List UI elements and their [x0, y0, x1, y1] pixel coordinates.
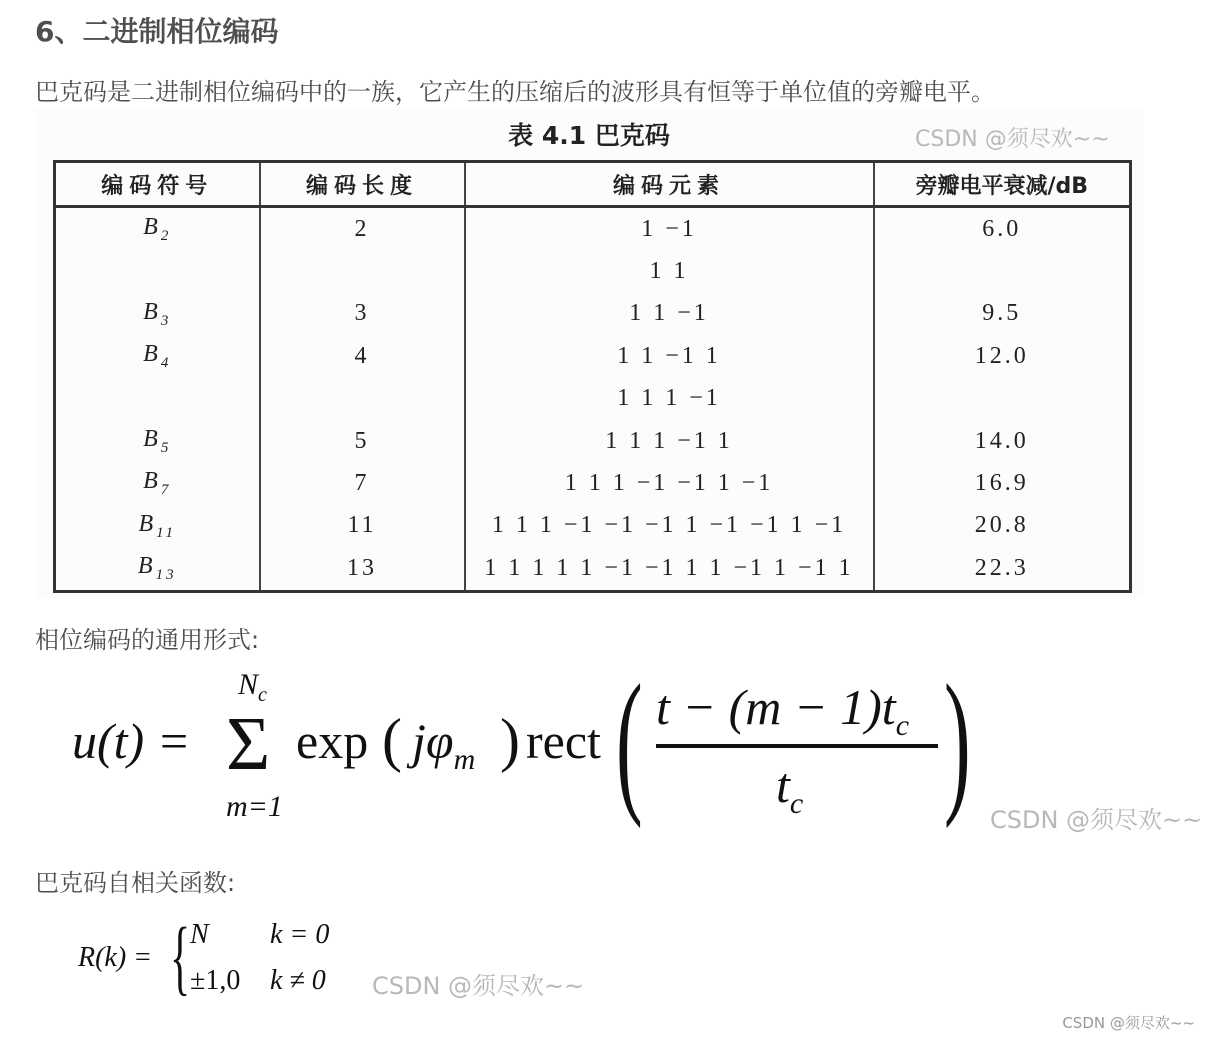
table-row: [55, 250, 1131, 292]
sidelobe-db: 20.8: [874, 505, 1131, 547]
code-elements: 1 1 1 −1 −1 −1 1 −1 −1 1 −1: [465, 505, 874, 547]
code-symbol: [55, 378, 260, 420]
code-symbol: $B_{11}$: [55, 505, 260, 547]
sum-lower: m=1: [226, 790, 283, 823]
code-elements: 1 1: [465, 250, 874, 292]
table-watermark: CSDN @须尽欢~~: [915, 127, 1110, 152]
code-length: 3: [260, 293, 465, 335]
exp-fn: exp: [296, 713, 369, 769]
table-row: [55, 207, 1131, 251]
code-length: 5: [260, 420, 465, 462]
fraction-denominator: $t_c$: [776, 757, 804, 820]
code-length: [260, 250, 465, 292]
code-symbol: $B_3$: [55, 293, 260, 335]
intro-paragraph: 巴克码是二进制相位编码中的一族，它产生的压缩后的波形具有恒等于单位值的旁瓣电平。: [35, 78, 995, 106]
header-sidelobe: 旁瓣电平衰减/dB: [874, 162, 1131, 207]
general-form-label: 相位编码的通用形式:: [35, 626, 260, 654]
table-row: [55, 335, 1131, 377]
code-symbol: $B_5$: [55, 420, 260, 462]
section-heading: 6、二进制相位编码: [35, 15, 279, 48]
sidelobe-db: 14.0: [874, 420, 1131, 462]
header-elements: 编码元素: [465, 162, 874, 207]
rect-fn: rect: [526, 713, 601, 769]
code-length: 2: [260, 207, 465, 251]
sum-upper: $N_c$: [238, 668, 267, 706]
barker-table-image: [35, 108, 1143, 598]
big-paren-open: (: [616, 651, 643, 829]
sidelobe-db: 12.0: [874, 335, 1131, 377]
code-elements: 1 1 1 −1 1: [465, 420, 874, 462]
table-row: [55, 378, 1131, 420]
brace: {: [170, 911, 191, 1004]
code-elements: 1 −1: [465, 207, 874, 251]
code-elements: 1 1 1 −1: [465, 378, 874, 420]
code-length: 13: [260, 547, 465, 591]
autocorr-label: 巴克码自相关函数:: [35, 869, 236, 897]
code-length: 11: [260, 505, 465, 547]
sidelobe-db: [874, 378, 1131, 420]
table-row: [55, 547, 1131, 591]
sidelobe-db: [874, 250, 1131, 292]
case1-value: N: [190, 919, 209, 950]
table-row: [55, 293, 1131, 335]
footer-watermark: CSDN @须尽欢~~: [1062, 1014, 1195, 1032]
code-elements: 1 1 −1 1: [465, 335, 874, 377]
formula2-watermark: CSDN @须尽欢~~: [372, 972, 585, 1000]
table-caption: 表 4.1 巴克码: [508, 121, 670, 150]
formula-watermark: CSDN @须尽欢~~: [990, 806, 1203, 834]
sidelobe-db: 22.3: [874, 547, 1131, 591]
code-symbol: $B_2$: [55, 207, 260, 251]
autocorr-lhs: R(k) =: [78, 942, 153, 973]
table-row: [55, 462, 1131, 504]
code-length: 4: [260, 335, 465, 377]
formula-lhs: u(t) =: [72, 713, 191, 769]
sidelobe-db: 16.9: [874, 462, 1131, 504]
code-symbol: $B_{13}$: [55, 547, 260, 591]
code-length: 7: [260, 462, 465, 504]
paren-close: ): [500, 707, 520, 773]
code-symbol: $B_4$: [55, 335, 260, 377]
paren-open: (: [382, 707, 402, 773]
table-row: [55, 505, 1131, 547]
j-phi: $j\varphi_m$: [412, 713, 476, 776]
case2-condition: k ≠ 0: [270, 965, 326, 996]
barker-table: [53, 160, 1132, 593]
table-row: [55, 420, 1131, 462]
sidelobe-db: 6.0: [874, 207, 1131, 251]
code-elements: 1 1 −1: [465, 293, 874, 335]
header-length: 编码长度: [260, 162, 465, 207]
header-symbol: 编码符号: [55, 162, 260, 207]
fraction-numerator: $t - (m - 1)t_c$: [656, 679, 910, 742]
code-symbol: [55, 250, 260, 292]
fraction-bar: [656, 744, 938, 748]
code-symbol: $B_7$: [55, 462, 260, 504]
code-elements: 1 1 1 1 1 −1 −1 1 1 −1 1 −1 1: [465, 547, 874, 591]
code-length: [260, 378, 465, 420]
case1-condition: k = 0: [270, 919, 330, 950]
sigma-symbol: Σ: [226, 702, 271, 786]
sidelobe-db: 9.5: [874, 293, 1131, 335]
big-paren-close: ): [944, 651, 971, 829]
case2-value: ±1,0: [190, 965, 241, 996]
code-elements: 1 1 1 −1 −1 1 −1: [465, 462, 874, 504]
